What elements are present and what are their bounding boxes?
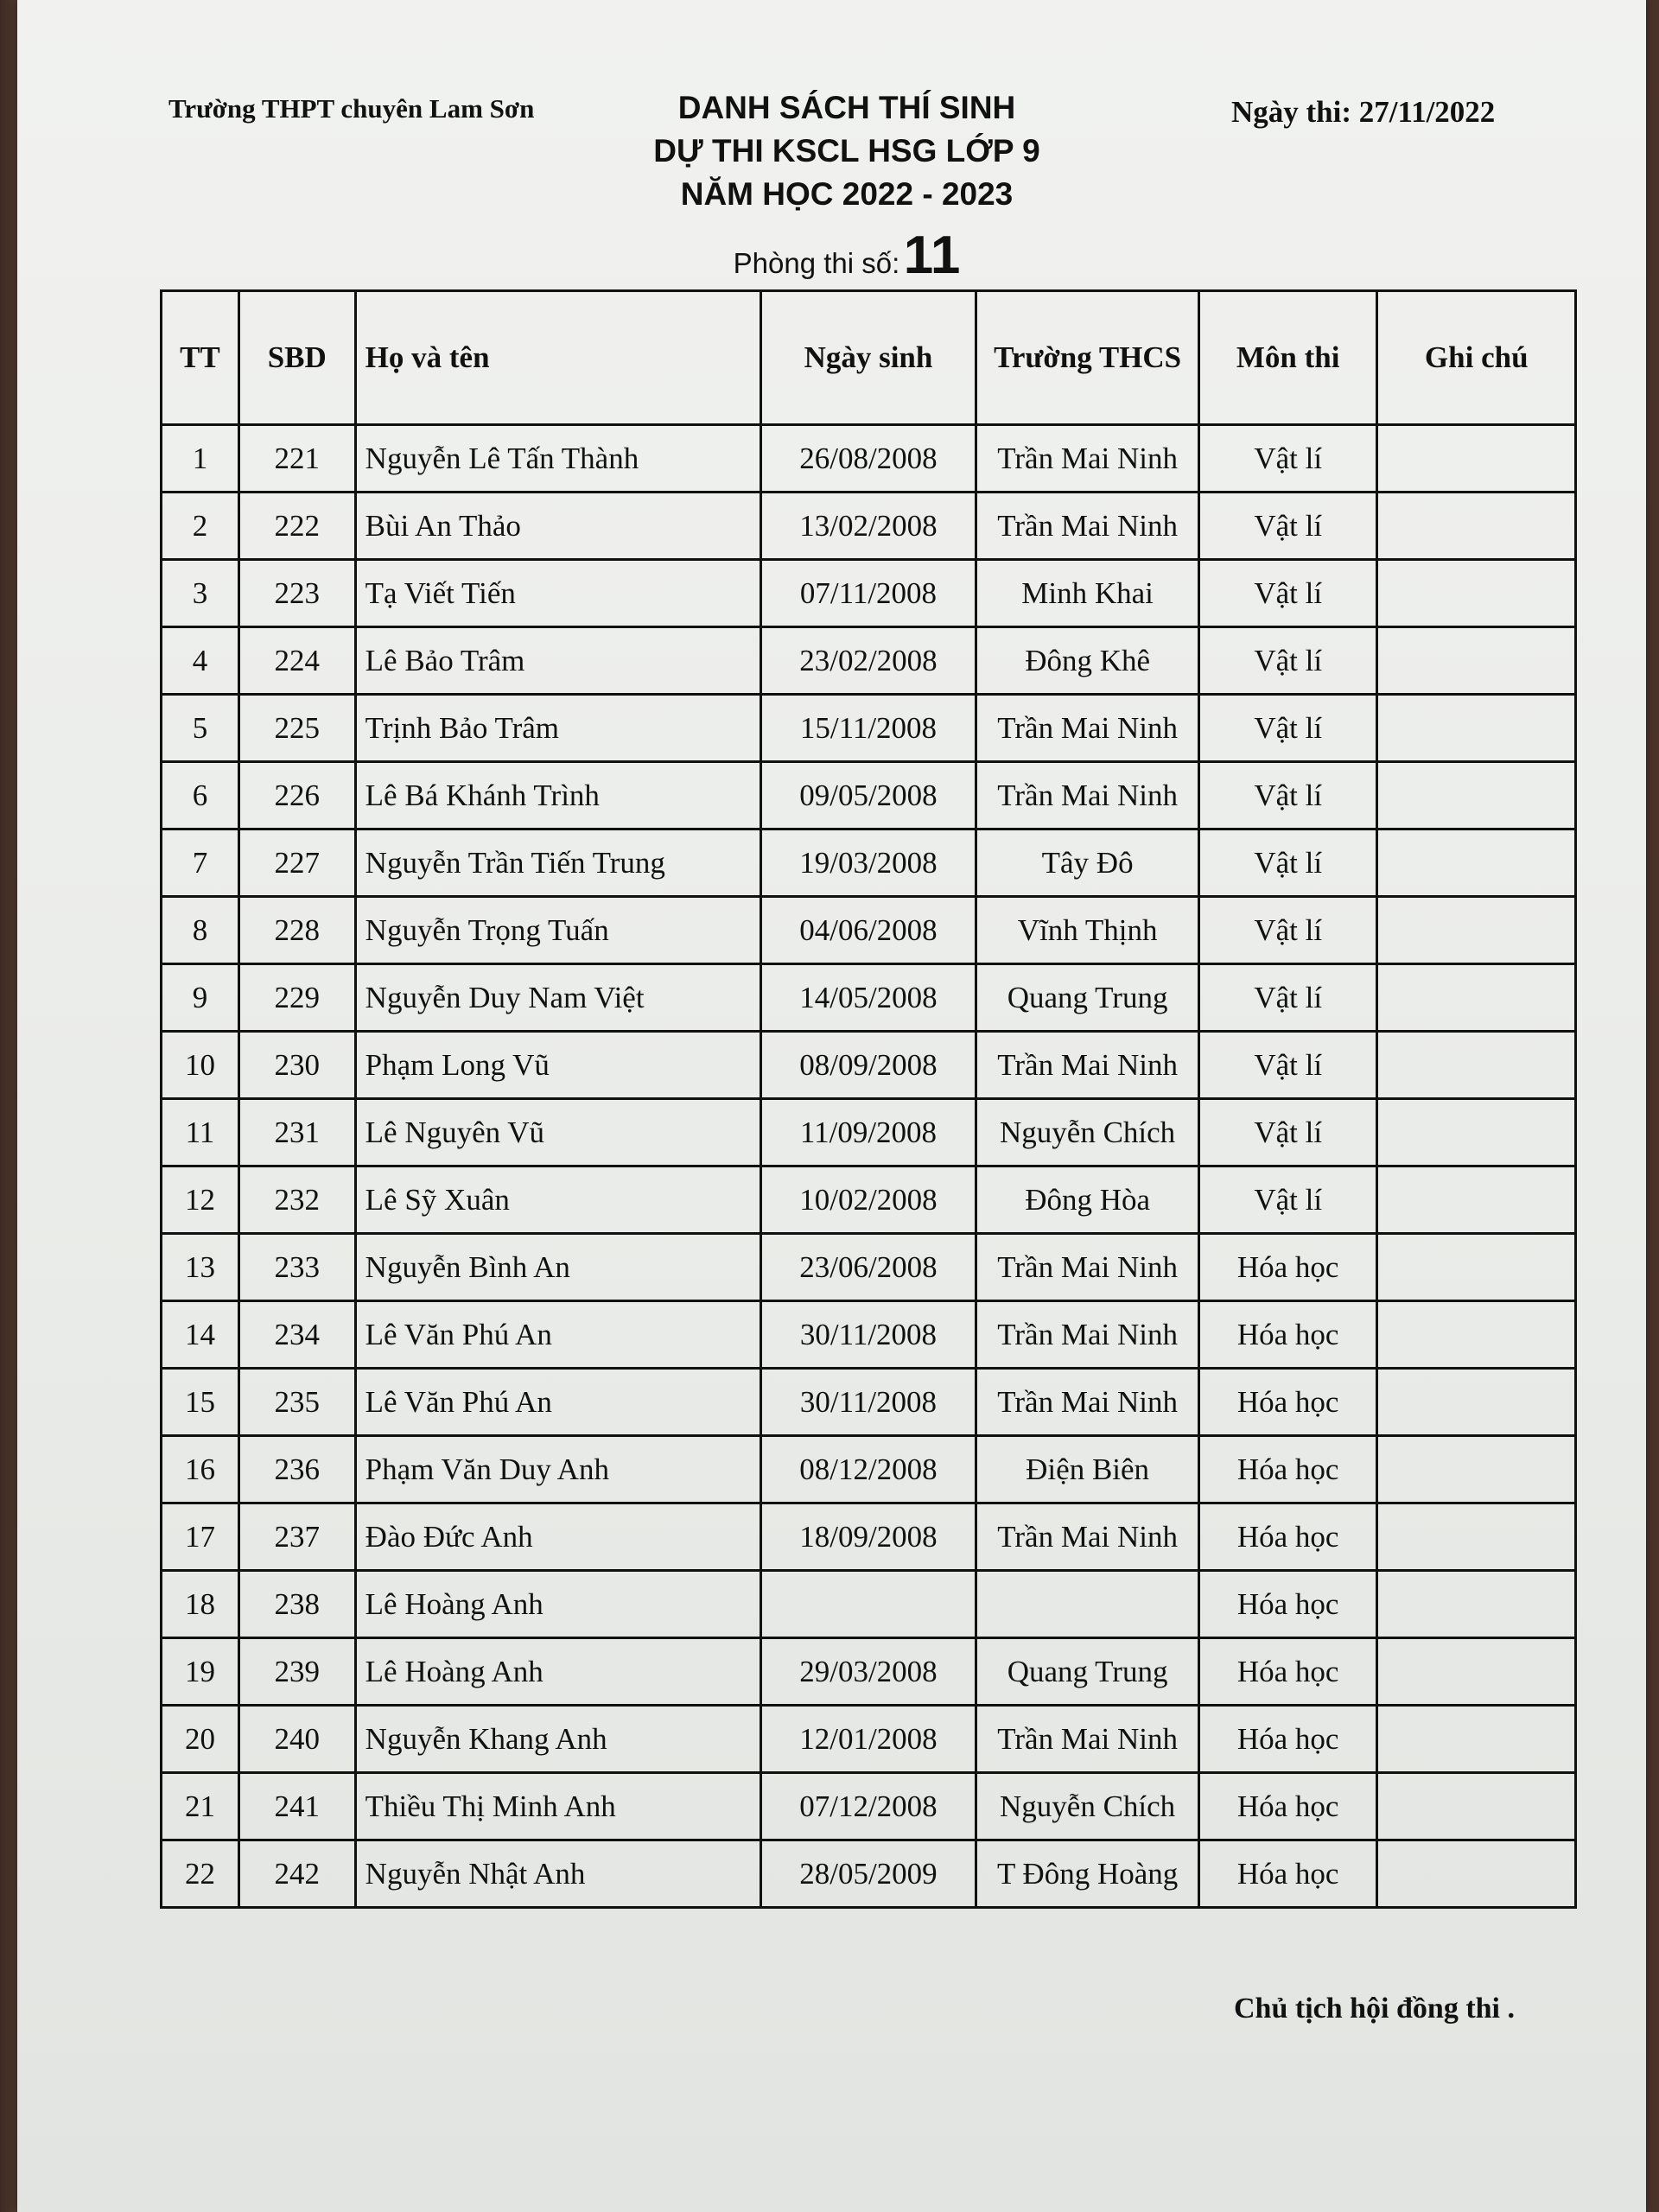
cell-dob: 15/11/2008 xyxy=(760,695,976,762)
cell-tt: 1 xyxy=(162,425,239,493)
table-row xyxy=(162,1773,1576,1840)
cell-school: Trần Mai Ninh xyxy=(976,762,1199,830)
cell-tt: 17 xyxy=(162,1503,239,1571)
cell-name: Thiều Thị Minh Anh xyxy=(355,1773,760,1840)
cell-tt: 15 xyxy=(162,1369,239,1436)
cell-note xyxy=(1377,964,1576,1032)
cell-dob: 14/05/2008 xyxy=(760,964,976,1032)
cell-tt: 18 xyxy=(162,1571,239,1638)
cell-school: Quang Trung xyxy=(976,964,1199,1032)
cell-tt: 10 xyxy=(162,1032,239,1099)
cell-tt: 11 xyxy=(162,1099,239,1166)
cell-dob: 26/08/2008 xyxy=(760,425,976,493)
cell-note xyxy=(1377,1234,1576,1301)
cell-sbd: 228 xyxy=(238,897,355,964)
cell-sbd: 231 xyxy=(238,1099,355,1166)
room-label: Phòng thi số: xyxy=(733,247,900,279)
table-header-row xyxy=(162,291,1576,425)
cell-name: Lê Văn Phú An xyxy=(355,1301,760,1369)
table-row xyxy=(162,695,1576,762)
title-line-2: DỰ THI KSCL HSG LỚP 9 xyxy=(653,133,1040,168)
cell-tt: 7 xyxy=(162,830,239,897)
cell-school: Minh Khai xyxy=(976,560,1199,627)
cell-name: Nguyễn Bình An xyxy=(355,1234,760,1301)
cell-tt: 21 xyxy=(162,1773,239,1840)
cell-subject: Vật lí xyxy=(1198,425,1377,493)
table-row xyxy=(162,762,1576,830)
cell-sbd: 232 xyxy=(238,1166,355,1234)
cell-dob: 08/09/2008 xyxy=(760,1032,976,1099)
cell-school xyxy=(976,1571,1199,1638)
cell-subject: Vật lí xyxy=(1198,830,1377,897)
cell-subject: Vật lí xyxy=(1198,695,1377,762)
cell-school: Điện Biên xyxy=(976,1436,1199,1503)
cell-subject: Vật lí xyxy=(1198,964,1377,1032)
cell-note xyxy=(1377,493,1576,560)
cell-name: Lê Nguyên Vũ xyxy=(355,1099,760,1166)
cell-note xyxy=(1377,830,1576,897)
col-header-sbd: SBD xyxy=(238,291,355,425)
cell-dob: 28/05/2009 xyxy=(760,1840,976,1908)
cell-note xyxy=(1377,1503,1576,1571)
cell-name: Lê Bảo Trâm xyxy=(355,627,760,695)
cell-sbd: 242 xyxy=(238,1840,355,1908)
cell-dob: 18/09/2008 xyxy=(760,1503,976,1571)
cell-sbd: 236 xyxy=(238,1436,355,1503)
cell-tt: 8 xyxy=(162,897,239,964)
cell-sbd: 235 xyxy=(238,1369,355,1436)
cell-note xyxy=(1377,627,1576,695)
cell-school: Vĩnh Thịnh xyxy=(976,897,1199,964)
cell-school: Trần Mai Ninh xyxy=(976,493,1199,560)
cell-name: Nguyễn Trọng Tuấn xyxy=(355,897,760,964)
cell-name: Nguyễn Lê Tấn Thành xyxy=(355,425,760,493)
table-row xyxy=(162,1369,1576,1436)
cell-sbd: 223 xyxy=(238,560,355,627)
cell-name: Nguyễn Khang Anh xyxy=(355,1706,760,1773)
cell-note xyxy=(1377,1571,1576,1638)
room-heading xyxy=(557,225,1136,286)
cell-sbd: 227 xyxy=(238,830,355,897)
col-header-subject: Môn thi xyxy=(1198,291,1377,425)
cell-note xyxy=(1377,1099,1576,1166)
cell-note xyxy=(1377,1638,1576,1706)
cell-sbd: 237 xyxy=(238,1503,355,1571)
cell-dob: 07/11/2008 xyxy=(760,560,976,627)
cell-subject: Hóa học xyxy=(1198,1706,1377,1773)
cell-name: Trịnh Bảo Trâm xyxy=(355,695,760,762)
cell-subject: Vật lí xyxy=(1198,1099,1377,1166)
cell-school: Nguyễn Chích xyxy=(976,1773,1199,1840)
cell-school: Nguyễn Chích xyxy=(976,1099,1199,1166)
table-row xyxy=(162,1571,1576,1638)
table-row xyxy=(162,1166,1576,1234)
cell-dob: 10/02/2008 xyxy=(760,1166,976,1234)
cell-note xyxy=(1377,1840,1576,1908)
cell-dob: 30/11/2008 xyxy=(760,1301,976,1369)
cell-school: Trần Mai Ninh xyxy=(976,695,1199,762)
cell-subject: Vật lí xyxy=(1198,762,1377,830)
cell-subject: Vật lí xyxy=(1198,1032,1377,1099)
table-row xyxy=(162,1503,1576,1571)
cell-dob: 29/03/2008 xyxy=(760,1638,976,1706)
cell-subject: Hóa học xyxy=(1198,1571,1377,1638)
cell-note xyxy=(1377,1301,1576,1369)
cell-tt: 20 xyxy=(162,1706,239,1773)
cell-note xyxy=(1377,897,1576,964)
cell-tt: 4 xyxy=(162,627,239,695)
cell-dob: 11/09/2008 xyxy=(760,1099,976,1166)
cell-note xyxy=(1377,1369,1576,1436)
cell-name: Lê Hoàng Anh xyxy=(355,1638,760,1706)
col-header-tt: TT xyxy=(162,291,239,425)
cell-dob xyxy=(760,1571,976,1638)
cell-dob: 23/06/2008 xyxy=(760,1234,976,1301)
school-name: Trường THPT chuyên Lam Sơn xyxy=(168,93,535,124)
table-row xyxy=(162,1032,1576,1099)
table-row xyxy=(162,1638,1576,1706)
table-row xyxy=(162,493,1576,560)
cell-note xyxy=(1377,762,1576,830)
col-header-name: Họ và tên xyxy=(355,291,760,425)
table-row xyxy=(162,1706,1576,1773)
cell-note xyxy=(1377,1032,1576,1099)
candidate-table xyxy=(160,289,1577,1909)
cell-note xyxy=(1377,425,1576,493)
cell-name: Lê Bá Khánh Trình xyxy=(355,762,760,830)
cell-name: Nguyễn Duy Nam Việt xyxy=(355,964,760,1032)
table-body xyxy=(162,425,1576,1908)
table-row xyxy=(162,560,1576,627)
cell-subject: Hóa học xyxy=(1198,1638,1377,1706)
cell-school: Đông Khê xyxy=(976,627,1199,695)
cell-subject: Hóa học xyxy=(1198,1840,1377,1908)
paper-sheet xyxy=(17,0,1646,2212)
cell-tt: 19 xyxy=(162,1638,239,1706)
cell-tt: 14 xyxy=(162,1301,239,1369)
col-header-dob: Ngày sinh xyxy=(760,291,976,425)
cell-school: Trần Mai Ninh xyxy=(976,1706,1199,1773)
cell-dob: 07/12/2008 xyxy=(760,1773,976,1840)
table-row xyxy=(162,1840,1576,1908)
cell-subject: Hóa học xyxy=(1198,1369,1377,1436)
cell-subject: Hóa học xyxy=(1198,1436,1377,1503)
cell-subject: Vật lí xyxy=(1198,627,1377,695)
cell-sbd: 239 xyxy=(238,1638,355,1706)
cell-sbd: 240 xyxy=(238,1706,355,1773)
table-row xyxy=(162,964,1576,1032)
table-row xyxy=(162,897,1576,964)
cell-tt: 9 xyxy=(162,964,239,1032)
cell-school: Trần Mai Ninh xyxy=(976,1032,1199,1099)
cell-note xyxy=(1377,1773,1576,1840)
cell-sbd: 233 xyxy=(238,1234,355,1301)
cell-note xyxy=(1377,1436,1576,1503)
cell-sbd: 221 xyxy=(238,425,355,493)
cell-tt: 12 xyxy=(162,1166,239,1234)
cell-tt: 2 xyxy=(162,493,239,560)
cell-note xyxy=(1377,695,1576,762)
cell-dob: 08/12/2008 xyxy=(760,1436,976,1503)
table-row xyxy=(162,1301,1576,1369)
col-header-school: Trường THCS xyxy=(976,291,1199,425)
cell-name: Nguyễn Nhật Anh xyxy=(355,1840,760,1908)
table-row xyxy=(162,1099,1576,1166)
cell-subject: Hóa học xyxy=(1198,1773,1377,1840)
cell-sbd: 225 xyxy=(238,695,355,762)
cell-school: Trần Mai Ninh xyxy=(976,1234,1199,1301)
cell-name: Lê Văn Phú An xyxy=(355,1369,760,1436)
cell-school: Quang Trung xyxy=(976,1638,1199,1706)
cell-school: Tây Đô xyxy=(976,830,1199,897)
cell-school: Trần Mai Ninh xyxy=(976,1503,1199,1571)
cell-tt: 3 xyxy=(162,560,239,627)
exam-date: Ngày thi: 27/11/2022 xyxy=(1231,95,1496,129)
cell-name: Phạm Văn Duy Anh xyxy=(355,1436,760,1503)
cell-name: Nguyễn Trần Tiến Trung xyxy=(355,830,760,897)
cell-subject: Hóa học xyxy=(1198,1503,1377,1571)
cell-sbd: 229 xyxy=(238,964,355,1032)
cell-dob: 04/06/2008 xyxy=(760,897,976,964)
cell-dob: 23/02/2008 xyxy=(760,627,976,695)
cell-note xyxy=(1377,1166,1576,1234)
table-row xyxy=(162,425,1576,493)
cell-school: Trần Mai Ninh xyxy=(976,1369,1199,1436)
cell-tt: 22 xyxy=(162,1840,239,1908)
col-header-note: Ghi chú xyxy=(1377,291,1576,425)
cell-dob: 19/03/2008 xyxy=(760,830,976,897)
cell-note xyxy=(1377,1706,1576,1773)
cell-sbd: 224 xyxy=(238,627,355,695)
cell-school: T Đông Hoàng xyxy=(976,1840,1199,1908)
room-number: 11 xyxy=(903,226,961,285)
cell-dob: 13/02/2008 xyxy=(760,493,976,560)
title-line-3: NĂM HỌC 2022 - 2023 xyxy=(680,176,1014,212)
cell-name: Phạm Long Vũ xyxy=(355,1032,760,1099)
signature-label: Chủ tịch hội đồng thi . xyxy=(1234,1993,1515,2024)
cell-sbd: 241 xyxy=(238,1773,355,1840)
cell-subject: Vật lí xyxy=(1198,493,1377,560)
cell-dob: 12/01/2008 xyxy=(760,1706,976,1773)
cell-tt: 13 xyxy=(162,1234,239,1301)
cell-sbd: 230 xyxy=(238,1032,355,1099)
cell-subject: Vật lí xyxy=(1198,560,1377,627)
cell-sbd: 238 xyxy=(238,1571,355,1638)
cell-school: Trần Mai Ninh xyxy=(976,425,1199,493)
title-line-1: DANH SÁCH THÍ SINH xyxy=(677,90,1016,125)
table-row xyxy=(162,1436,1576,1503)
document-title xyxy=(570,86,1123,216)
cell-sbd: 226 xyxy=(238,762,355,830)
cell-name: Tạ Viết Tiến xyxy=(355,560,760,627)
cell-name: Bùi An Thảo xyxy=(355,493,760,560)
cell-note xyxy=(1377,560,1576,627)
cell-dob: 30/11/2008 xyxy=(760,1369,976,1436)
cell-sbd: 234 xyxy=(238,1301,355,1369)
cell-tt: 5 xyxy=(162,695,239,762)
table-row xyxy=(162,830,1576,897)
cell-tt: 16 xyxy=(162,1436,239,1503)
table-row xyxy=(162,627,1576,695)
table-row xyxy=(162,1234,1576,1301)
cell-tt: 6 xyxy=(162,762,239,830)
cell-dob: 09/05/2008 xyxy=(760,762,976,830)
cell-school: Trần Mai Ninh xyxy=(976,1301,1199,1369)
cell-subject: Hóa học xyxy=(1198,1234,1377,1301)
cell-subject: Hóa học xyxy=(1198,1301,1377,1369)
cell-name: Đào Đức Anh xyxy=(355,1503,760,1571)
cell-name: Lê Sỹ Xuân xyxy=(355,1166,760,1234)
cell-school: Đông Hòa xyxy=(976,1166,1199,1234)
cell-name: Lê Hoàng Anh xyxy=(355,1571,760,1638)
cell-subject: Vật lí xyxy=(1198,897,1377,964)
cell-sbd: 222 xyxy=(238,493,355,560)
cell-subject: Vật lí xyxy=(1198,1166,1377,1234)
